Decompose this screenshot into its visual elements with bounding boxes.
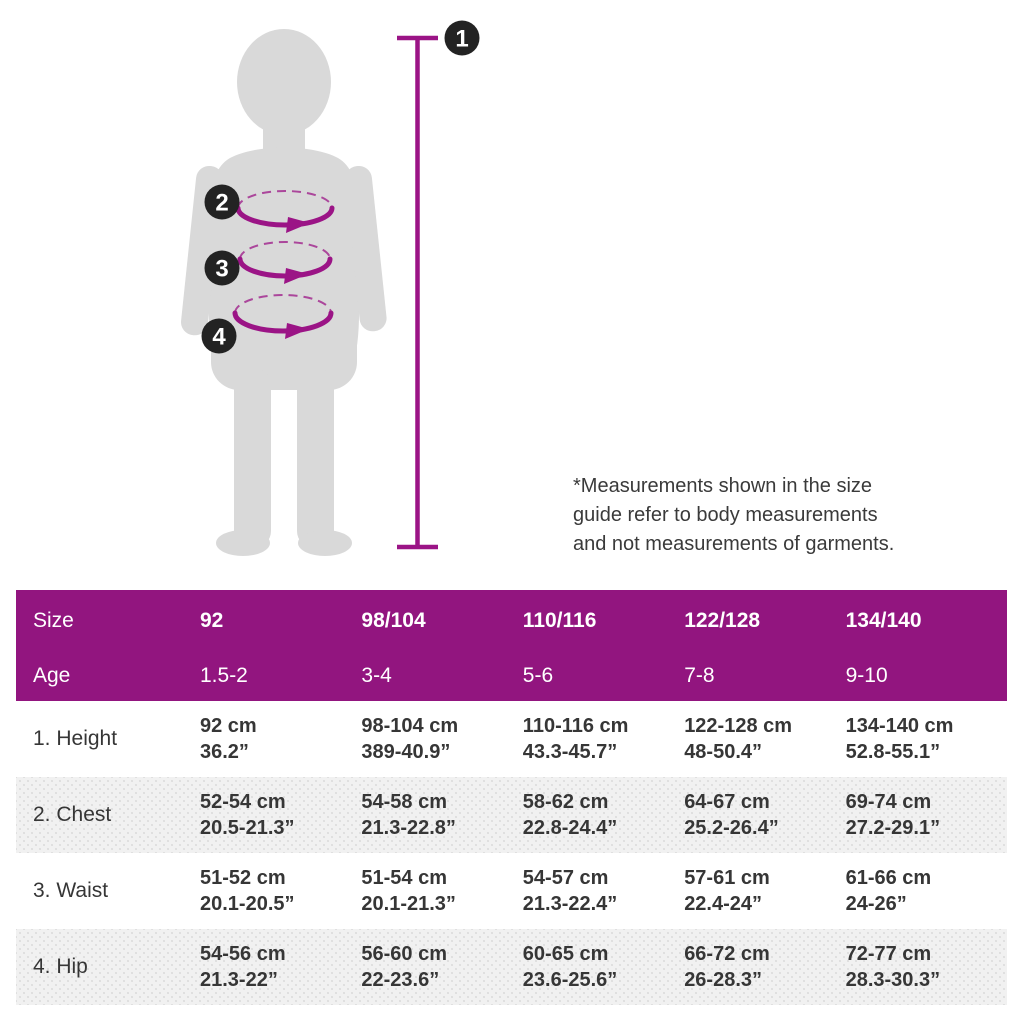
cell-inches: 52.8-55.1”: [845, 741, 941, 763]
cell-inches: 26-28.3”: [684, 969, 763, 991]
measurement-cell: [200, 941, 361, 993]
age-value: 9-10: [845, 664, 888, 687]
badge-3-number: 3: [215, 255, 229, 283]
measurement-cell: [523, 713, 684, 765]
cell-inches: 43.3-45.7”: [522, 741, 618, 763]
row-label: 1. Height: [33, 727, 118, 750]
measurement-cell: [846, 941, 1007, 993]
cell-inches: 36.2”: [200, 741, 249, 763]
badge-2-number: 2: [215, 189, 229, 217]
cell-inches: 21.3-22”: [200, 969, 278, 991]
size-col-header: 110/116: [522, 608, 597, 632]
measurement-cell: [361, 865, 522, 917]
cell-inches: 23.6-25.6”: [522, 969, 618, 991]
badge-4-hip: [202, 319, 237, 354]
cell-inches: 27.2-29.1”: [845, 817, 941, 839]
size-table-header: [16, 590, 1007, 701]
height-measure-line: [397, 38, 438, 547]
badge-2-chest: [205, 185, 240, 220]
age-value: 7-8: [684, 664, 715, 687]
size-col-header: 134/140: [845, 608, 922, 632]
cell-inches: 28.3-30.3”: [845, 969, 941, 991]
cell-inches: 20.1-20.5”: [200, 893, 295, 915]
cell-inches: 22-23.6”: [361, 969, 440, 991]
cell-inches: 389-40.9”: [361, 741, 451, 763]
disclaimer-line: guide refer to body measurements: [573, 504, 878, 526]
measurement-cell: [684, 865, 845, 917]
cell-inches: 25.2-26.4”: [684, 817, 779, 839]
badge-3-waist: [205, 251, 240, 286]
age-value: 5-6: [522, 664, 554, 687]
size-table: [16, 590, 1007, 1005]
age-value: 3-4: [361, 664, 392, 687]
measurement-cell: [361, 789, 522, 841]
disclaimer-line: and not measurements of garments.: [573, 533, 895, 555]
cell-cm: 54-57 cm: [522, 867, 609, 889]
cell-cm: 51-54 cm: [361, 867, 448, 889]
measurement-cell: [200, 865, 361, 917]
size-col-header: 98/104: [361, 608, 426, 632]
badge-4-number: 4: [212, 323, 226, 351]
measurement-cell: [361, 941, 522, 993]
measurements-disclaimer: [573, 472, 953, 559]
cell-cm: 92 cm: [200, 715, 257, 737]
cell-inches: 48-50.4”: [684, 741, 763, 763]
cell-cm: 122-128 cm: [684, 715, 793, 737]
cell-inches: 22.4-24”: [684, 893, 763, 915]
age-value: 1.5-2: [200, 664, 248, 687]
cell-cm: 69-74 cm: [845, 791, 932, 813]
cell-cm: 110-116 cm: [522, 715, 629, 737]
cell-cm: 54-58 cm: [361, 791, 448, 813]
cell-inches: 20.5-21.3”: [200, 817, 295, 839]
size-header-label: Size: [33, 608, 74, 632]
cell-inches: 22.8-24.4”: [522, 817, 618, 839]
cell-inches: 20.1-21.3”: [361, 893, 456, 915]
age-header-label: Age: [33, 664, 71, 687]
measurement-cell: [523, 941, 684, 993]
measurement-cell: [523, 789, 684, 841]
cell-inches: 21.3-22.8”: [361, 817, 456, 839]
measurement-cell: [684, 713, 845, 765]
measurement-cell: [523, 865, 684, 917]
size-col-header: 122/128: [684, 608, 761, 632]
cell-cm: 57-61 cm: [684, 867, 770, 889]
cell-cm: 58-62 cm: [522, 791, 609, 813]
measurement-cell: [846, 865, 1007, 917]
measurement-cell: [846, 713, 1007, 765]
cell-cm: 61-66 cm: [845, 867, 932, 889]
measurement-cell: [846, 789, 1007, 841]
cell-inches: 21.3-22.4”: [522, 893, 618, 915]
table-row-hip: [16, 929, 1007, 1005]
measurement-cell: [200, 713, 361, 765]
row-label: 4. Hip: [33, 955, 88, 978]
table-row-chest: [16, 777, 1007, 853]
measurement-cell: [361, 713, 522, 765]
cell-cm: 60-65 cm: [522, 943, 609, 965]
cell-cm: 56-60 cm: [361, 943, 448, 965]
size-col-header: 92: [200, 608, 224, 632]
table-row-waist: [16, 853, 1007, 929]
cell-cm: 134-140 cm: [845, 715, 954, 737]
cell-cm: 52-54 cm: [200, 791, 286, 813]
badge-1-height: [445, 21, 480, 56]
disclaimer-line: *Measurements shown in the size: [573, 475, 873, 497]
table-row-height: [16, 701, 1007, 777]
measurement-cell: [684, 789, 845, 841]
row-label: 3. Waist: [33, 879, 109, 902]
cell-cm: 64-67 cm: [684, 791, 770, 813]
cell-cm: 72-77 cm: [845, 943, 932, 965]
cell-cm: 66-72 cm: [684, 943, 770, 965]
row-label: 2. Chest: [33, 803, 112, 826]
measurement-cell: [684, 941, 845, 993]
measurement-cell: [200, 789, 361, 841]
cell-cm: 98-104 cm: [361, 715, 459, 737]
cell-cm: 51-52 cm: [200, 867, 286, 889]
child-silhouette-icon: [180, 29, 388, 556]
cell-inches: 24-26”: [845, 893, 907, 915]
badge-1-number: 1: [455, 25, 469, 53]
cell-cm: 54-56 cm: [200, 943, 286, 965]
